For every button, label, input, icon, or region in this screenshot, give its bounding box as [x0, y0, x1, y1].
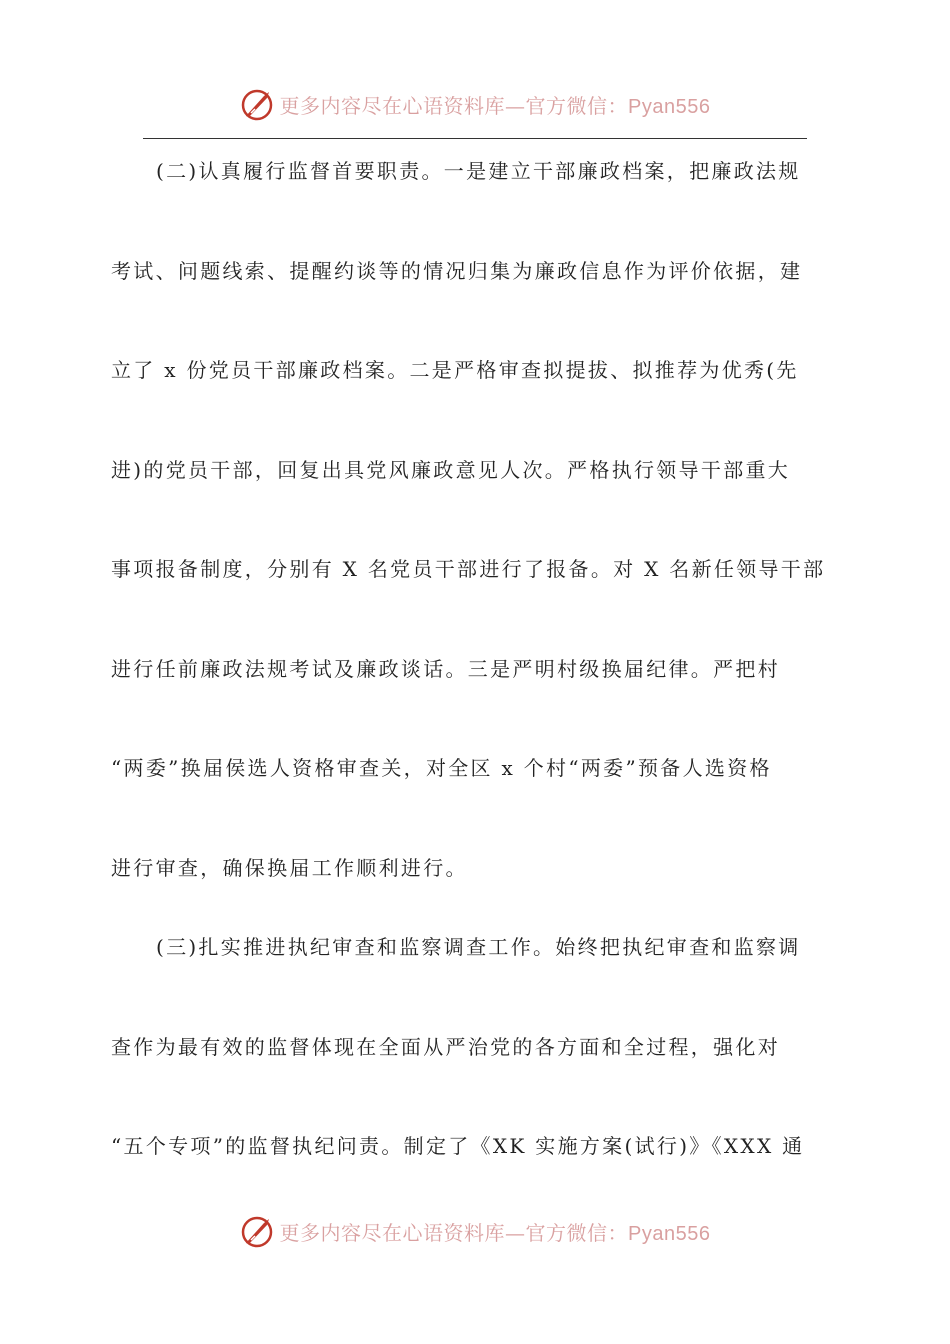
- body-line: 事项报备制度，分别有 X 名党员干部进行了报备。对 X 名新任领导干部: [111, 557, 826, 581]
- body-line: “两委”换届侯选人资格审查关，对全区 x 个村“两委”预备人选资格: [111, 756, 772, 780]
- header-site-text: 更多内容尽在心语资料库—官方微信：: [279, 93, 629, 118]
- footer-site-text: 更多内容尽在心语资料库—官方微信：: [279, 1220, 629, 1245]
- body-line: 进行审查，确保换届工作顺利进行。: [111, 856, 468, 880]
- body-line: (三)扎实推进执纪审查和监察调查工作。始终把执纪审查和监察调: [156, 935, 801, 959]
- pen-logo-icon: [240, 1213, 276, 1249]
- body-line: (二)认真履行监督首要职责。一是建立干部廉政档案，把廉政法规: [156, 159, 801, 183]
- footer-wechat-id: Pyan556: [628, 1222, 711, 1245]
- body-line: 考试、问题线索、提醒约谈等的情况归集为廉政信息作为评价依据，建: [111, 259, 803, 283]
- body-line: 查作为最有效的监督体现在全面从严治党的各方面和全过程，强化对: [111, 1035, 780, 1059]
- body-line: “五个专项”的监督执纪问责。制定了《XK 实施方案(试行)》《XXX 通: [111, 1134, 805, 1158]
- body-line: 进行任前廉政法规考试及廉政谈话。三是严明村级换届纪律。严把村: [111, 657, 780, 681]
- body-line: 立了 x 份党员干部廉政档案。二是严格审查拟提拔、拟推荐为优秀(先: [111, 358, 799, 382]
- footer-banner: [0, 1209, 950, 1253]
- body-line: 进)的党员干部，回复出具党风廉政意见人次。严格执行领导干部重大: [111, 458, 791, 482]
- header-wechat-id: Pyan556: [628, 95, 711, 118]
- footer-banner-text: [280, 1217, 711, 1246]
